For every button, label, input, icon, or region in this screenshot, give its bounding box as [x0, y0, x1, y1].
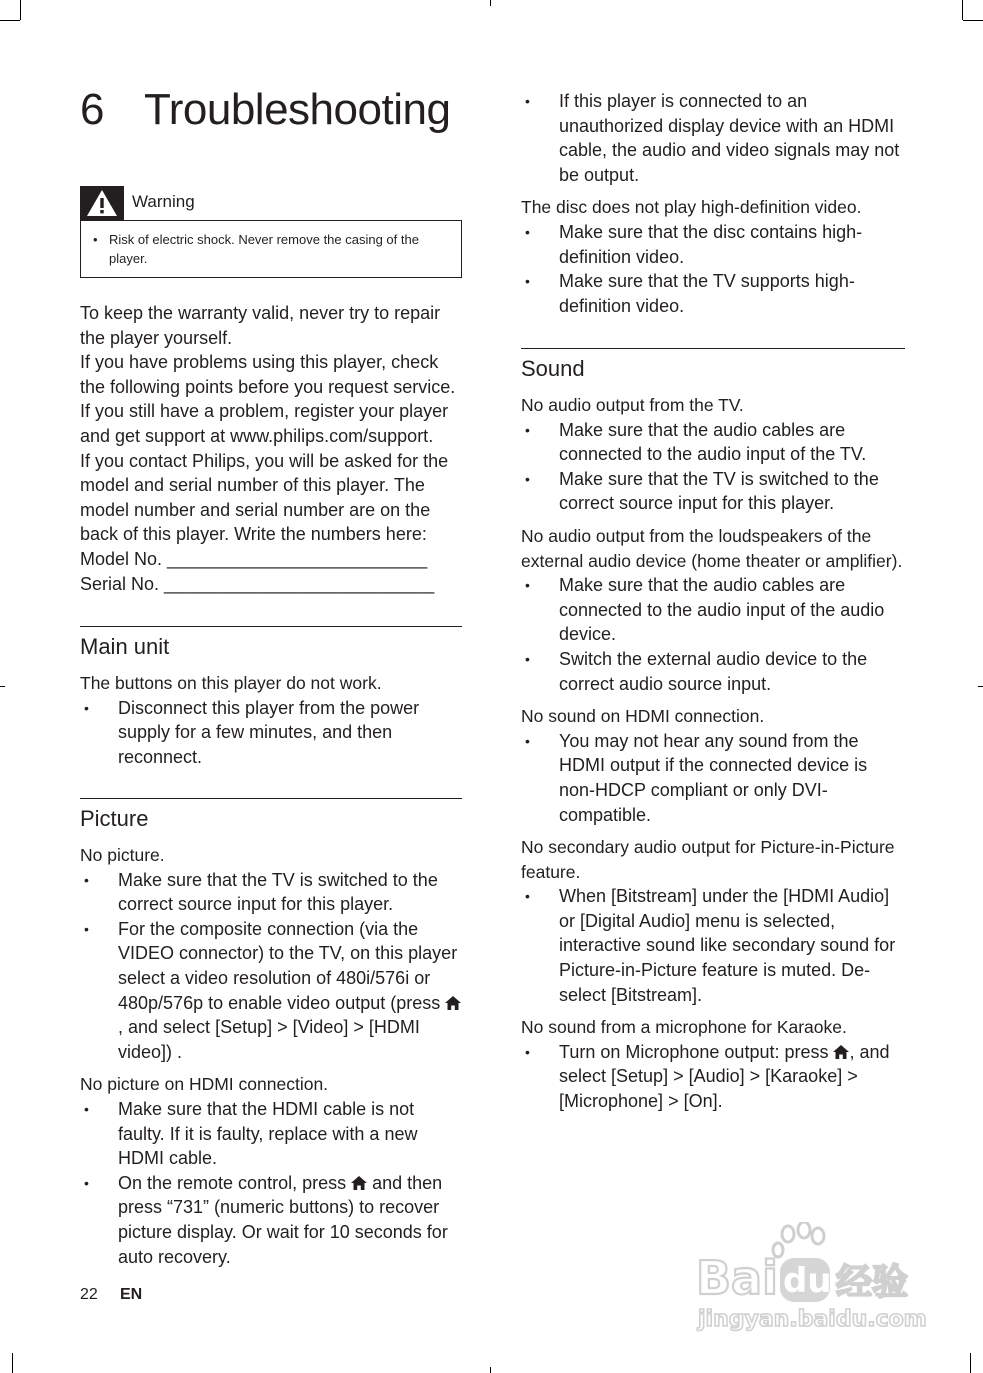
menu-label: [HDMI video] [118, 1017, 420, 1062]
list-item [521, 418, 905, 467]
list-item-text: Make sure that the TV is switched to the correct source input for this player. [118, 869, 438, 915]
section-divider [80, 798, 462, 799]
crop-mark [963, 20, 983, 21]
bullet-icon: • [525, 1043, 530, 1060]
model-number-field: Model No. __________________________ [80, 548, 428, 569]
list-item-text: Disconnect this player from the power supply for a few minutes, and then reconnect. [118, 697, 420, 767]
chapter-number: 6 [80, 85, 104, 134]
list-item-text: Make sure that the TV is switched to the correct source input for this player. [559, 468, 879, 514]
solution-list [521, 884, 905, 1007]
language-code: EN [120, 1286, 143, 1303]
section-divider [80, 626, 462, 627]
issue-heading: No secondary audio output for Picture-in-Picture feature. [521, 837, 895, 882]
list-item-text: and then press “731” (numeric buttons) to recover picture display. Or wait for 10 seconds for auto recovery. [118, 1172, 448, 1267]
list-item [521, 89, 905, 187]
solution-list [521, 729, 905, 827]
section-title: Sound [521, 356, 585, 381]
issue-heading: No audio output from the TV. [521, 395, 744, 415]
list-item-text: Switch the external audio device to the correct audio source input. [559, 648, 868, 694]
menu-separator: > [663, 1091, 684, 1112]
list-item [521, 573, 905, 647]
list-item [521, 884, 905, 1007]
section-sound [521, 348, 905, 1114]
section-divider [521, 348, 905, 349]
warning-label: Warning [132, 192, 195, 211]
serial-number-field: Serial No. ___________________________ [80, 573, 435, 594]
bullet-icon: • [525, 273, 530, 290]
bullet-icon: • [84, 1100, 89, 1117]
list-item [521, 467, 905, 516]
list-item [521, 647, 905, 696]
warning-box [80, 186, 462, 278]
solution-list [521, 418, 905, 516]
bullet-icon: • [525, 732, 530, 749]
list-item-text: , and select [118, 1017, 216, 1038]
list-item-text: Make sure that the TV supports high-definition video. [559, 271, 855, 316]
list-item [521, 1040, 905, 1114]
svg-text:Bai: Bai [696, 1251, 778, 1305]
list-item-text: , and select [559, 1041, 890, 1087]
crop-mark [970, 1353, 971, 1373]
issue-heading: No picture. [80, 845, 165, 865]
crop-mark [0, 20, 20, 21]
menu-label: [Digital Audio] [580, 910, 691, 931]
svg-text:经验: 经验 [836, 1262, 909, 1303]
connector-label: VIDEO [118, 943, 175, 964]
bullet-icon: • [84, 1174, 89, 1191]
list-item-text: Make sure that the audio cables are connected to the audio input of the audio device. [559, 575, 885, 645]
crop-mark [490, 0, 491, 6]
list-item-text: Make sure that the audio cables are connected to the audio input of the TV. [559, 419, 867, 465]
bullet-icon: • [525, 93, 530, 109]
solution-list [80, 1097, 462, 1269]
section-title: Main unit [80, 634, 170, 659]
crop-mark [12, 1353, 13, 1373]
menu-label: [Bitstream] [611, 984, 698, 1005]
intro-paragraph: If you have problems using this player, check the following points before you request service. If you still have a problem, register your player and get support at www.philips.com/support. [80, 352, 456, 446]
solution-list [521, 1040, 905, 1114]
list-item [80, 868, 462, 917]
bullet-icon: • [84, 699, 89, 716]
solution-list [521, 573, 905, 696]
list-item-text: under the [697, 886, 784, 907]
list-item-text: You may not hear any sound from the HDMI output if the connected device is non-HDCP compliant or only DVI-compatible. [559, 730, 868, 825]
list-item [521, 729, 905, 827]
bullet-icon: • [525, 650, 530, 667]
menu-label: [Video] [292, 1017, 349, 1038]
list-item [80, 1171, 462, 1269]
issue-heading: The buttons on this player do not work. [80, 673, 382, 693]
menu-separator: > [668, 1066, 689, 1087]
menu-label: [Audio] [688, 1066, 745, 1087]
issue-heading: No audio output from the loudspeakers of the external audio device (home theater or amplifier). [521, 525, 903, 571]
menu-separator: > [842, 1066, 858, 1087]
list-item-text: Make sure that the disc contains high-definition video. [559, 221, 863, 267]
list-item [80, 696, 462, 770]
list-item [80, 1097, 462, 1171]
section-main-unit [80, 626, 462, 769]
menu-separator: > [744, 1066, 766, 1087]
list-item-text: or [559, 910, 581, 931]
crop-mark [962, 0, 963, 20]
warning-item-text: Risk of electric shock. Never remove the casing of the player. [109, 232, 419, 266]
home-icon [445, 996, 461, 1010]
crop-mark [490, 1367, 491, 1373]
chapter-title-text: Troubleshooting [144, 85, 451, 134]
svg-text:jingyan.baidu.com: jingyan.baidu.com [698, 1307, 927, 1332]
bullet-icon: • [525, 421, 530, 438]
bullet-icon: • [84, 920, 89, 937]
bullet-icon: • [84, 871, 89, 888]
home-icon [351, 1176, 367, 1190]
list-item-text: On the remote control, press [118, 1172, 352, 1193]
section-picture [80, 798, 462, 1269]
menu-separator: > [348, 1017, 369, 1038]
warning-triangle-icon [80, 186, 124, 220]
issue-heading: The disc does not play high-definition video. [521, 197, 862, 218]
list-item-text: . [717, 1091, 723, 1112]
crop-mark [978, 686, 983, 687]
issue-heading: No sound from a microphone for Karaoke. [521, 1017, 847, 1038]
list-item [521, 269, 905, 318]
solution-list [80, 868, 462, 1065]
bullet-icon: • [525, 223, 530, 240]
menu-label: [Karaoke] [765, 1066, 843, 1087]
list-item-text: ) . [166, 1041, 183, 1062]
list-item-text: Make sure that the HDMI cable is not faulty. If it is faulty, replace with a new HDMI cable. [118, 1098, 418, 1169]
list-item [521, 220, 905, 269]
baidu-watermark-logo [690, 1222, 930, 1342]
crop-mark [20, 0, 21, 20]
solution-list [521, 89, 905, 187]
list-item-text: . [697, 984, 703, 1005]
list-item-text: If this player is connected to an unauthorized display device with an HDMI cable, the audio and video signals may not be output. [559, 91, 900, 185]
page-footer [80, 1286, 142, 1304]
svg-text:du: du [783, 1261, 832, 1301]
intro-paragraph: If you contact Philips, you will be asked for the model and serial number of this player. The model number and serial number are on the back of this player. Write the numbers here: [80, 450, 449, 545]
list-item-text: connector) to the TV, on this player select a video resolution of 480i/576i or 480p/576p to enable video output (press [118, 943, 458, 1013]
warning-item [93, 230, 447, 268]
list-item-text: Turn on Microphone output: press [559, 1041, 834, 1062]
intro-text [80, 301, 462, 596]
bullet-icon: • [525, 888, 530, 905]
menu-label: [Setup] [215, 1017, 273, 1038]
home-icon [833, 1045, 849, 1059]
issue-heading: No sound on HDMI connection. [521, 706, 765, 727]
menu-label: [Setup] [611, 1066, 669, 1087]
crop-mark [0, 686, 5, 687]
list-item [80, 917, 462, 1065]
list-item-text: When [559, 886, 612, 907]
bullet-icon: • [525, 470, 530, 487]
warning-header [80, 186, 462, 220]
list-item-text: menu is selected, interactive sound like secondary sound for Picture-in-Picture feature is muted. De-select [559, 910, 896, 1005]
warning-content [80, 220, 462, 278]
solution-list [80, 696, 462, 770]
menu-label: [HDMI Audio] [783, 886, 890, 907]
chapter-title [80, 84, 450, 136]
bullet-icon: • [93, 232, 98, 247]
menu-label: [Microphone] [559, 1091, 664, 1112]
intro-paragraph: To keep the warranty valid, never try to repair the player yourself. [80, 303, 441, 348]
page-number: 22 [80, 1286, 98, 1303]
bullet-icon: • [525, 577, 530, 594]
menu-label: [On] [683, 1091, 718, 1112]
issue-heading: No picture on HDMI connection. [80, 1074, 329, 1095]
solution-list [521, 220, 905, 318]
menu-label: [Bitstream] [611, 886, 698, 907]
section-title: Picture [80, 806, 149, 831]
list-item-text: For the composite connection (via the [118, 918, 419, 939]
menu-separator: > [272, 1017, 293, 1038]
picture-continued [521, 89, 905, 318]
